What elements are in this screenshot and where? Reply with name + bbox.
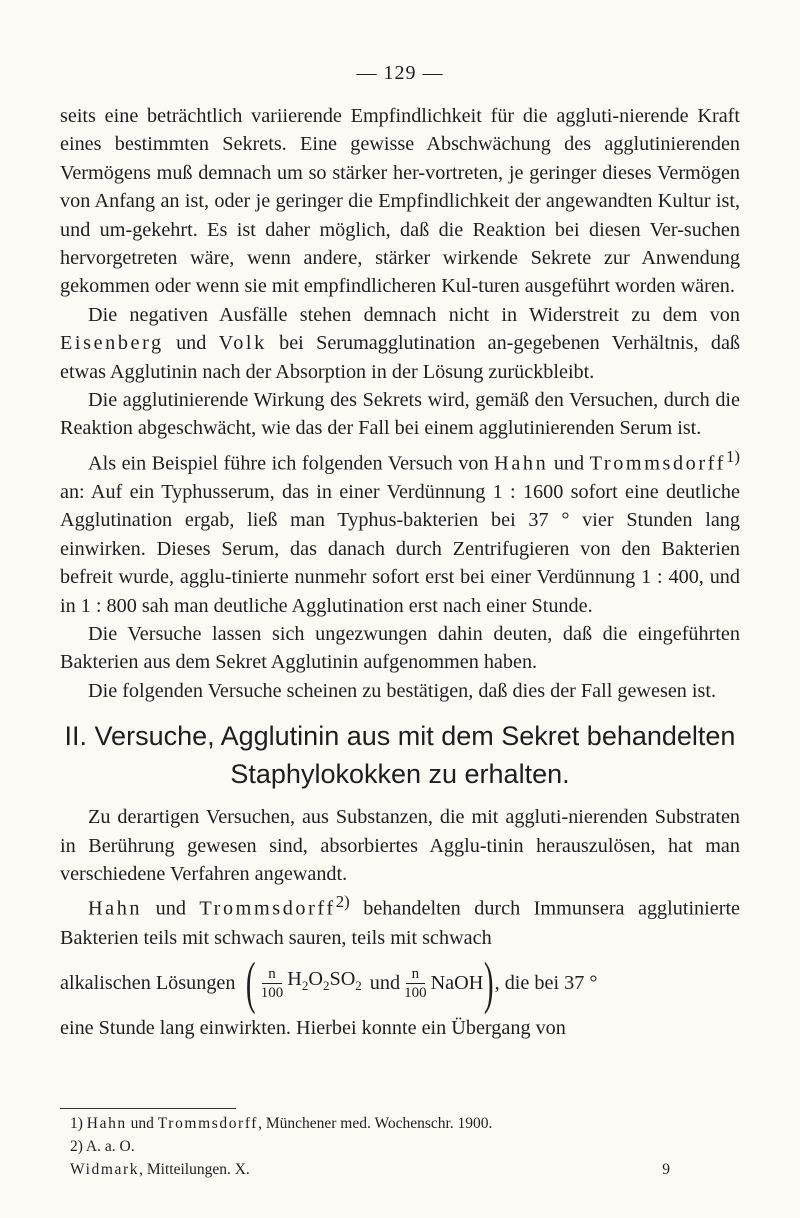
author-hahn-2: Hahn (88, 898, 143, 921)
footnote-1: 1) Hahn und Trommsdorff, Münchener med. Wochenschr. 1900. (70, 1115, 493, 1132)
chemical-formula-acid: $H_2O_2SO_2$ (287, 968, 362, 994)
paragraph-1: seits eine beträchtlich variierende Empfindlichkeit für die aggluti-nierende Kraft eines bestimmten Sekrets. Eine gewisse Abschwächung des agglutinierenden Vermögens muß demnach um so stärker her-vortreten, je geringer dieses Vermögen von Anfang an ist, oder je geringer die Empfindlichkeit der angewandten Kultur ist, und um-gekehrt. Es ist daher möglich, daß die Reaktion bei diesen Ver-suchen hervorgetreten wäre, wenn andere, stärker wirkende Sekrete zur Anwendung gekommen oder wenn sie mit empfindlicheren Kul-turen ausgeführt worden wären. (60, 105, 740, 298)
author-eisenberg: Eisenberg (60, 332, 164, 355)
fraction-n-100-b: $\frac{n}{100}$ (404, 965, 427, 1001)
footer-signature-left: Widmark, Mitteilungen. X. (70, 1161, 250, 1178)
page-footer (60, 1158, 670, 1181)
body-text (60, 102, 740, 1042)
footnote-ref-1: 1) (725, 446, 740, 466)
footnotes (60, 1112, 740, 1181)
chemical-formula-base: NaOH (430, 971, 484, 994)
paragraph-2: Die negativen Ausfälle stehen demnach nicht in Widerstreit zu dem von Eisenberg und Volk bei Serumagglutination an-gegebenen Verhältnis, daß etwas Agglutinin nach der Absorption in der Lösung zurückbleibt. (60, 303, 740, 383)
footnote-ref-2: 2) (335, 892, 350, 912)
page-number: — 129 — (356, 62, 444, 84)
footnote-rule (60, 1108, 236, 1109)
paragraph-4: Als ein Beispiel führe ich folgenden Versuch von Hahn und Trommsdorff$^{1)}$ an: Auf ein Typhusserum, das in einer Verdünnung 1 : 1600 sofort eine deutliche Agglutination ergab, ließ man Typhus-bakterien bei 37 ° vier Stunden lang einwirken. Dieses Serum, das danach durch Zentrifugieren von den Bakterien befreit wurde, agglu-tinierte nunmehr sofort erst bei einer Verdünnung 1 : 400, und in 1 : 800 sah man deutliche Agglutination erst nach einer Stunde. (60, 446, 740, 617)
section-heading: II. Versuche, Agglutinin aus mit dem Sekret behandelten Staphylokokken zu erhalten. (64, 721, 736, 790)
footer-signature-number: 9 (662, 1161, 670, 1178)
formula-line: alkalischen Lösungen ( $\frac{n}{100}$ $H_2O_2SO_2$ und $\frac{n}{100}$ NaOH ) , die bei 37 ° (60, 950, 598, 1016)
fraction-n-100-a: $\frac{n}{100}$ (260, 965, 284, 1001)
paragraph-5: Die Versuche lassen sich ungezwungen dahin deuten, daß die eingeführten Bakterien aus dem Sekret Agglutinin aufgenommen haben. (60, 623, 740, 674)
paragraph-9: eine Stunde lang einwirkten. Hierbei konnte ein Übergang von (60, 1017, 566, 1040)
author-hahn: Hahn (494, 452, 549, 475)
paragraph-8: Hahn und Trommsdorff$^{2)}$ behandelten durch Immunsera agglutinierte Bakterien teils mit schwach sauren, teils mit schwach (60, 892, 741, 949)
author-trommsdorff: Trommsdorff (589, 452, 726, 475)
footnote-2: 2) A. a. O. (70, 1138, 135, 1155)
author-trommsdorff-2: Trommsdorff (199, 898, 336, 921)
author-volk: Volk (218, 332, 267, 355)
paragraph-3: Die agglutinierende Wirkung des Sekrets wird, gemäß den Versuchen, durch die Reaktion abgeschwächt, wie das der Fall bei einem agglutinierenden Serum ist. (60, 389, 740, 440)
paragraph-7: Zu derartigen Versuchen, aus Substanzen, die mit aggluti-nierenden Substraten in Berührung gewesen sind, absorbiertes Agglu-tinin herauszulösen, hat man verschiedene Verfahren angewandt. (60, 806, 740, 886)
paragraph-6: Die folgenden Versuche scheinen zu bestätigen, daß dies der Fall gewesen ist. (88, 679, 717, 702)
